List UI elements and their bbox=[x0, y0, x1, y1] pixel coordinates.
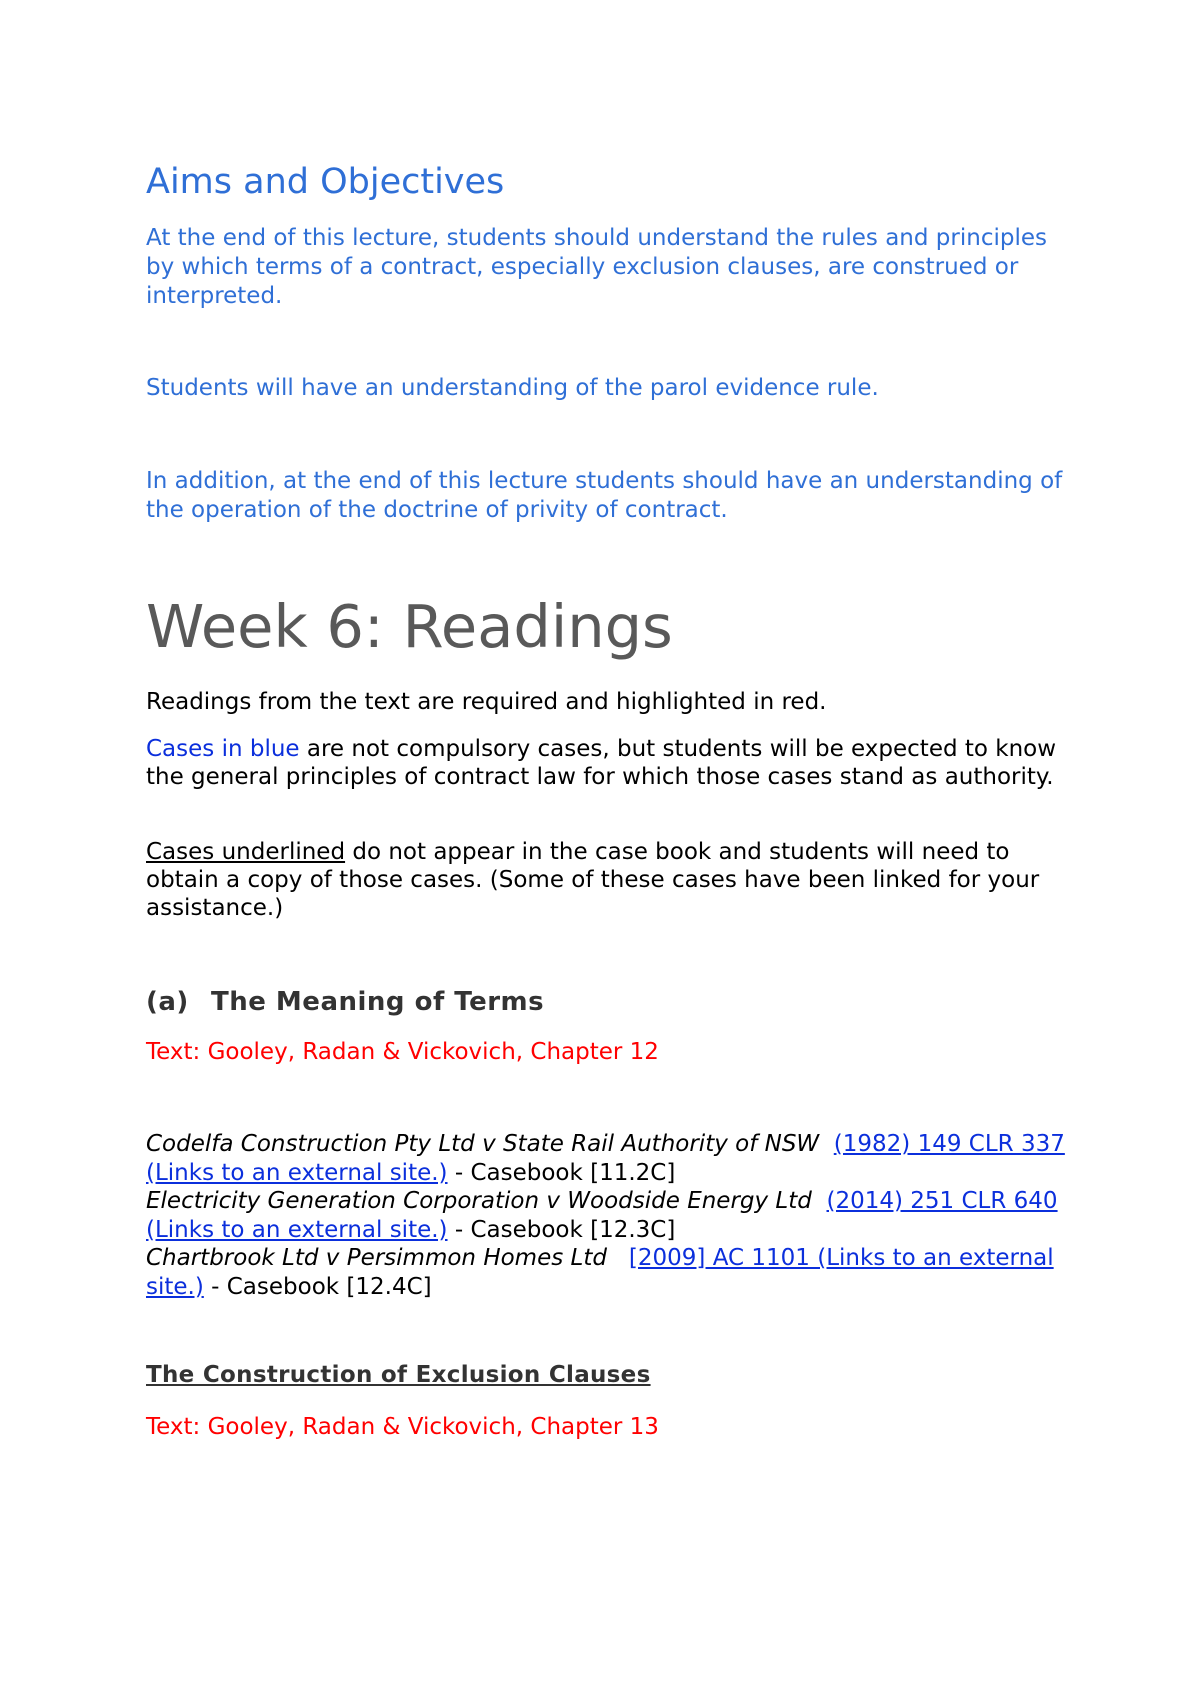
readings-heading: Week 6: Readings bbox=[146, 592, 673, 661]
case-citation-link[interactable]: (2014) 251 CLR 640 (Links to an external site.) bbox=[146, 1188, 1058, 1243]
casebook-reference: - Casebook [11.2C] bbox=[447, 1159, 676, 1186]
case-entry bbox=[146, 1130, 1066, 1187]
section-a-heading bbox=[146, 987, 544, 1017]
case-name: Electricity Generation Corporation v Woodside Energy Ltd bbox=[146, 1188, 812, 1214]
underlined-cases-note bbox=[146, 838, 1066, 922]
section-a-label: (a) bbox=[146, 987, 189, 1017]
casebook-reference: - Casebook [12.4C] bbox=[203, 1273, 432, 1300]
case-entry bbox=[146, 1187, 1066, 1244]
aims-paragraph: In addition, at the end of this lecture students should have an understanding of the operation of the doctrine of privity of contract. bbox=[146, 468, 1063, 523]
case-name: Codelfa Construction Pty Ltd v State Rail Authority of NSW bbox=[146, 1131, 820, 1157]
case-citation-link[interactable]: [2009] AC 1101 (Links to an external site.) bbox=[146, 1245, 1054, 1300]
underlined-cases-label: Cases underlined bbox=[146, 839, 346, 865]
section-b-heading: The Construction of Exclusion Clauses bbox=[146, 1362, 651, 1388]
required-readings-note: Readings from the text are required and highlighted in red. bbox=[146, 689, 827, 715]
casebook-reference: - Casebook [12.3C] bbox=[447, 1216, 676, 1243]
blue-cases-label: Cases in blue bbox=[146, 736, 300, 762]
aims-heading: Aims and Objectives bbox=[146, 162, 505, 202]
section-a-title: The Meaning of Terms bbox=[211, 987, 545, 1017]
case-list bbox=[146, 1130, 1066, 1301]
aims-paragraph: At the end of this lecture, students should understand the rules and principles by which terms of a contract, especially exclusion clauses, are construed or interpreted. bbox=[146, 225, 1047, 309]
case-entry bbox=[146, 1244, 1066, 1301]
case-citation-link[interactable]: (1982) 149 CLR 337 (Links to an external site.) bbox=[146, 1131, 1065, 1186]
case-name: Chartbrook Ltd v Persimmon Homes Ltd bbox=[146, 1245, 607, 1271]
section-b-text-reference: Text: Gooley, Radan & Vickovich, Chapter 13 bbox=[146, 1414, 659, 1440]
section-a-text-reference: Text: Gooley, Radan & Vickovich, Chapter 12 bbox=[146, 1039, 659, 1065]
blue-cases-text: are not compulsory cases, but students will be expected to know the general principles of contract law for which those cases stand as authority. bbox=[146, 736, 1057, 790]
underlined-cases-text: do not appear in the case book and students will need to obtain a copy of those cases. (Some of these cases have been linked for your assistance.) bbox=[146, 839, 1040, 921]
aims-paragraph: Students will have an understanding of the parol evidence rule. bbox=[146, 375, 879, 401]
blue-cases-note bbox=[146, 735, 1066, 791]
